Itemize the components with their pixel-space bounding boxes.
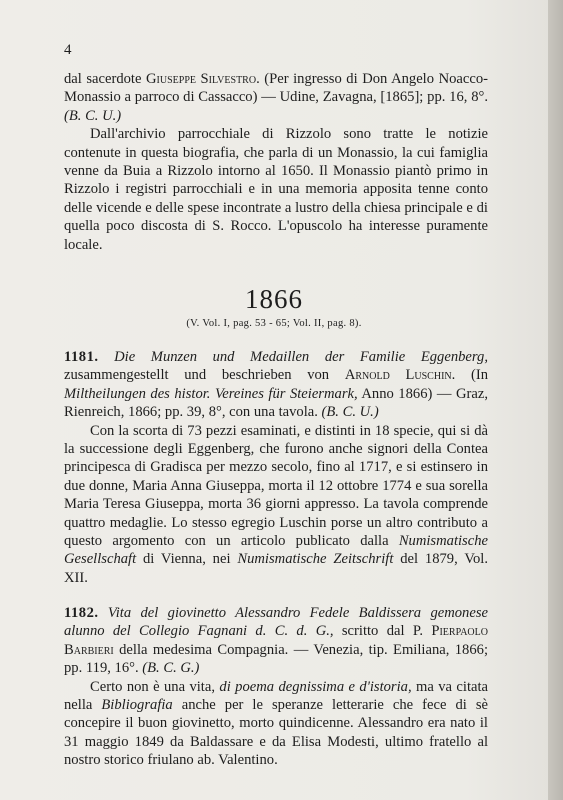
intro-author: Giuseppe Silvestro	[146, 71, 257, 87]
section-reference: (V. Vol. I, pag. 53 - 65; Vol. II, pag. 8).	[186, 318, 362, 329]
entry-1182-number: 1182.	[64, 605, 99, 621]
intro-citation: dal sacerdote Giuseppe Silvestro. (Per ingresso di Don Angelo Noacco-Monassio a parroco di Cassacco) — Udine, Zavagna, [1865]; pp. 16, 8°. (B. C. U.)	[64, 71, 488, 124]
page-number: 4	[64, 42, 72, 58]
entry-1181-author: Arnold Luschin	[344, 367, 452, 384]
intro-entry	[64, 70, 488, 254]
entry-1182-author: Pierpaolo Barbieri	[64, 623, 488, 658]
entry-1181	[64, 348, 488, 587]
entry-1181-title: Die Munzen und Medaillen der Familie Eggenberg,	[114, 349, 488, 365]
entry-1181-number: 1181.	[64, 349, 99, 365]
entry-1182-citation: 1182. Vita del giovinetto Alessandro Fedele Baldissera gemonese alunno del Collegio Fagnani d. C. d. G., scritto dal P. Pierpaolo Barbieri della medesima Compagnia. — Venezia, tip. Emiliana, 1866; pp. 119, 16°. (B. C. G.)	[64, 605, 488, 677]
entry-1181-journal: Miltheilungen des histor. Vereines für Steiermark,	[64, 385, 358, 402]
entry-1182-paragraph: Certo non è una vita, di poema degnissima e d'istoria, ma va citata nella Bibliografia anche per le speranze letterarie che fece di sè concepire il buon giovinetto, morto quindicenne. Alessandro era nato il 31 maggio 1849 da Baldassare e da Elisa Modesti, ultimo fratello al nostro storico friulano ab. Valentino.	[64, 678, 489, 769]
intro-paragraph: Dall'archivio parrocchiale di Rizzolo sono tratte le notizie contenute in questa biografia, che parla di un Monassio, la cui famiglia venne da Buia a Rizzolo intorno al 1650. Il Monassio piantò primo in Rizzolo i registri parrocchiali e in una memoria apposita tenne conto delle vicende e delle spese incontrate a lustro della chiesa principale e di quella poco discosta di S. Rocco. L'opuscolo ha interesse puramente locale.	[64, 126, 488, 253]
page-edge	[548, 0, 563, 800]
entry-1182-title: Vita del giovinetto Alessandro Fedele Baldissera gemonese alunno del Collegio Fagnani d. C. d. G.,	[64, 605, 488, 640]
section-year: 1866	[245, 284, 303, 314]
entry-1182	[64, 604, 488, 770]
entry-1181-citation: 1181. Die Munzen und Medaillen der Familie Eggenberg, zusammengestellt und beschrieben von Arnold Luschin. (In Miltheilungen des histor. Vereines für Steiermark, Anno 1866) — Graz, Rienreich, 1866; pp. 39, 8°, con una tavola. (B. C. U.)	[64, 349, 488, 421]
entry-1181-source: (B. C. U.)	[321, 404, 379, 421]
entry-1182-source: (B. C. G.)	[142, 660, 200, 677]
entry-1181-paragraph: Con la scorta di 73 pezzi esaminati, e distinti in 18 specie, qui si dà la successione degli Eggenberg, che furono anche signori della Contea principesca di Gradisca per mezzo secolo, fino al 1717, e si estinsero in due donne, Maria Anna Giuseppa, morta il 12 ottobre 1774 e sua sorella Maria Teresa Giuseppa, morta 36 giorni appresso. La tavola comprende quattro medaglie. Lo stesso egregio Luschin porse un altro contributo a questo argomento con un articolo publicato dalla Numismatische Gesellschaft di Vienna, nei Numismatische Zeitschrift del 1879, Vol. XII.	[64, 422, 488, 586]
intro-source: (B. C. U.)	[64, 107, 122, 124]
